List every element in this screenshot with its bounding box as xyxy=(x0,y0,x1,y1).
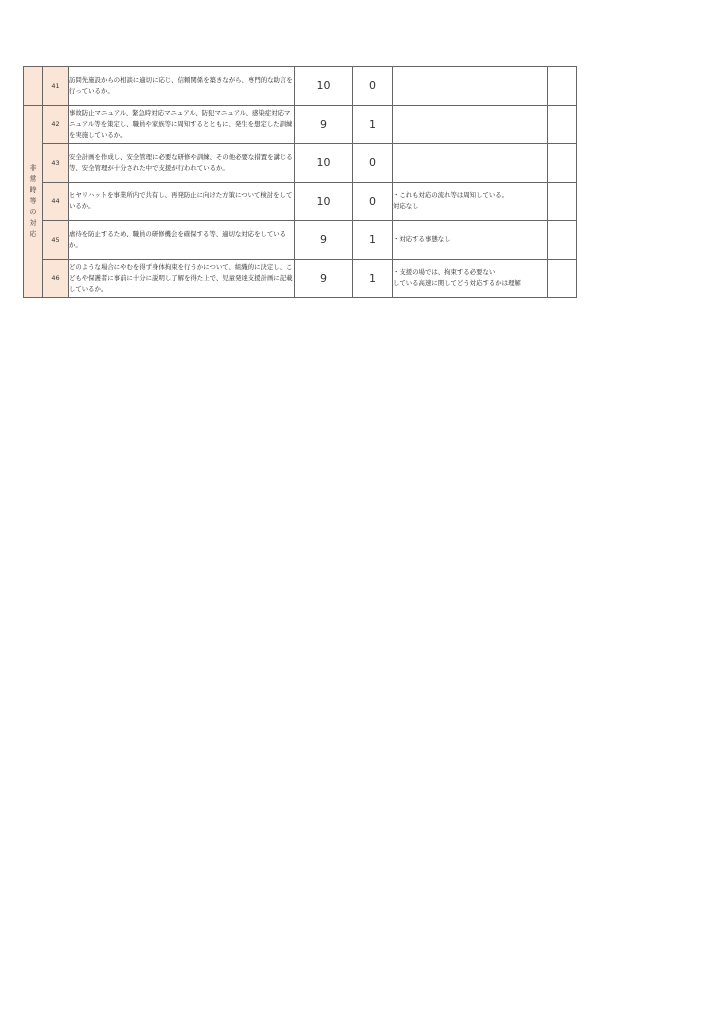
comment-line: ・支援の場では、拘束する必要ない xyxy=(393,268,496,277)
question-text: 安全計画を作成し、安全管理に必要な研修や訓練、その他必要な措置を講じる等、安全管理が十分された中で支援が行われているか。 xyxy=(69,144,295,183)
row-number: 42 xyxy=(43,105,69,144)
question-text: ヒヤリハットを事業所内で共有し、再発防止に向けた方策について検討をしているか。 xyxy=(69,182,295,221)
table-row xyxy=(24,259,577,298)
table-row xyxy=(24,221,577,260)
other-cell xyxy=(548,105,577,144)
other-cell xyxy=(548,259,577,298)
question-text: どのような場合にやむを得ず身体拘束を行うかについて、組織的に決定し、こどもや保護者に事前に十分に説明し了解を得た上で、児童発達支援計画に記載しているか。 xyxy=(69,259,295,298)
table-row xyxy=(24,144,577,183)
comment-line: ・これも対応の流れ等は周知している。 xyxy=(393,191,509,200)
yes-count: 10 xyxy=(295,182,353,221)
category-label: 非常時等の対応 xyxy=(29,163,37,238)
yes-count: 9 xyxy=(295,105,353,144)
comment-cell xyxy=(393,144,548,183)
no-count: 1 xyxy=(353,259,393,298)
table-row xyxy=(24,182,577,221)
comment-cell xyxy=(393,221,548,260)
no-count: 1 xyxy=(353,221,393,260)
category-label-cell xyxy=(24,105,43,298)
no-count: 0 xyxy=(353,144,393,183)
other-cell xyxy=(548,221,577,260)
no-count: 0 xyxy=(353,182,393,221)
comment-cell xyxy=(393,67,548,106)
yes-count: 9 xyxy=(295,259,353,298)
question-text: 事故防止マニュアル、緊急時対応マニュアル、防犯マニュアル、感染症対応マニュアル等を策定し、職員や家族等に周知するとともに、発生を想定した訓練を実施しているか。 xyxy=(69,105,295,144)
question-text: 訪問先施設からの相談に適切に応じ、信頼関係を築きながら、専門的な助言を行っているか。 xyxy=(69,67,295,106)
table-row xyxy=(24,105,577,144)
yes-count: 10 xyxy=(295,144,353,183)
no-count: 1 xyxy=(353,105,393,144)
comment-line: 対応なし xyxy=(393,202,419,211)
comment-line: している高速に関してどう対応するかは理解 xyxy=(393,279,521,288)
comment-cell xyxy=(393,182,548,221)
yes-count: 9 xyxy=(295,221,353,260)
category-cell-prev xyxy=(24,67,43,106)
evaluation-table xyxy=(23,66,577,298)
row-number: 46 xyxy=(43,259,69,298)
comment-line: ・対応する事態なし xyxy=(393,235,451,244)
other-cell xyxy=(548,67,577,106)
row-number: 44 xyxy=(43,182,69,221)
question-text: 虐待を防止するため、職員の研修機会を確保する等、適切な対応をしているか。 xyxy=(69,221,295,260)
table-row xyxy=(24,67,577,106)
other-cell xyxy=(548,144,577,183)
yes-count: 10 xyxy=(295,67,353,106)
no-count: 0 xyxy=(353,67,393,106)
comment-cell xyxy=(393,105,548,144)
row-number: 41 xyxy=(43,67,69,106)
comment-cell xyxy=(393,259,548,298)
row-number: 45 xyxy=(43,221,69,260)
other-cell xyxy=(548,182,577,221)
row-number: 43 xyxy=(43,144,69,183)
